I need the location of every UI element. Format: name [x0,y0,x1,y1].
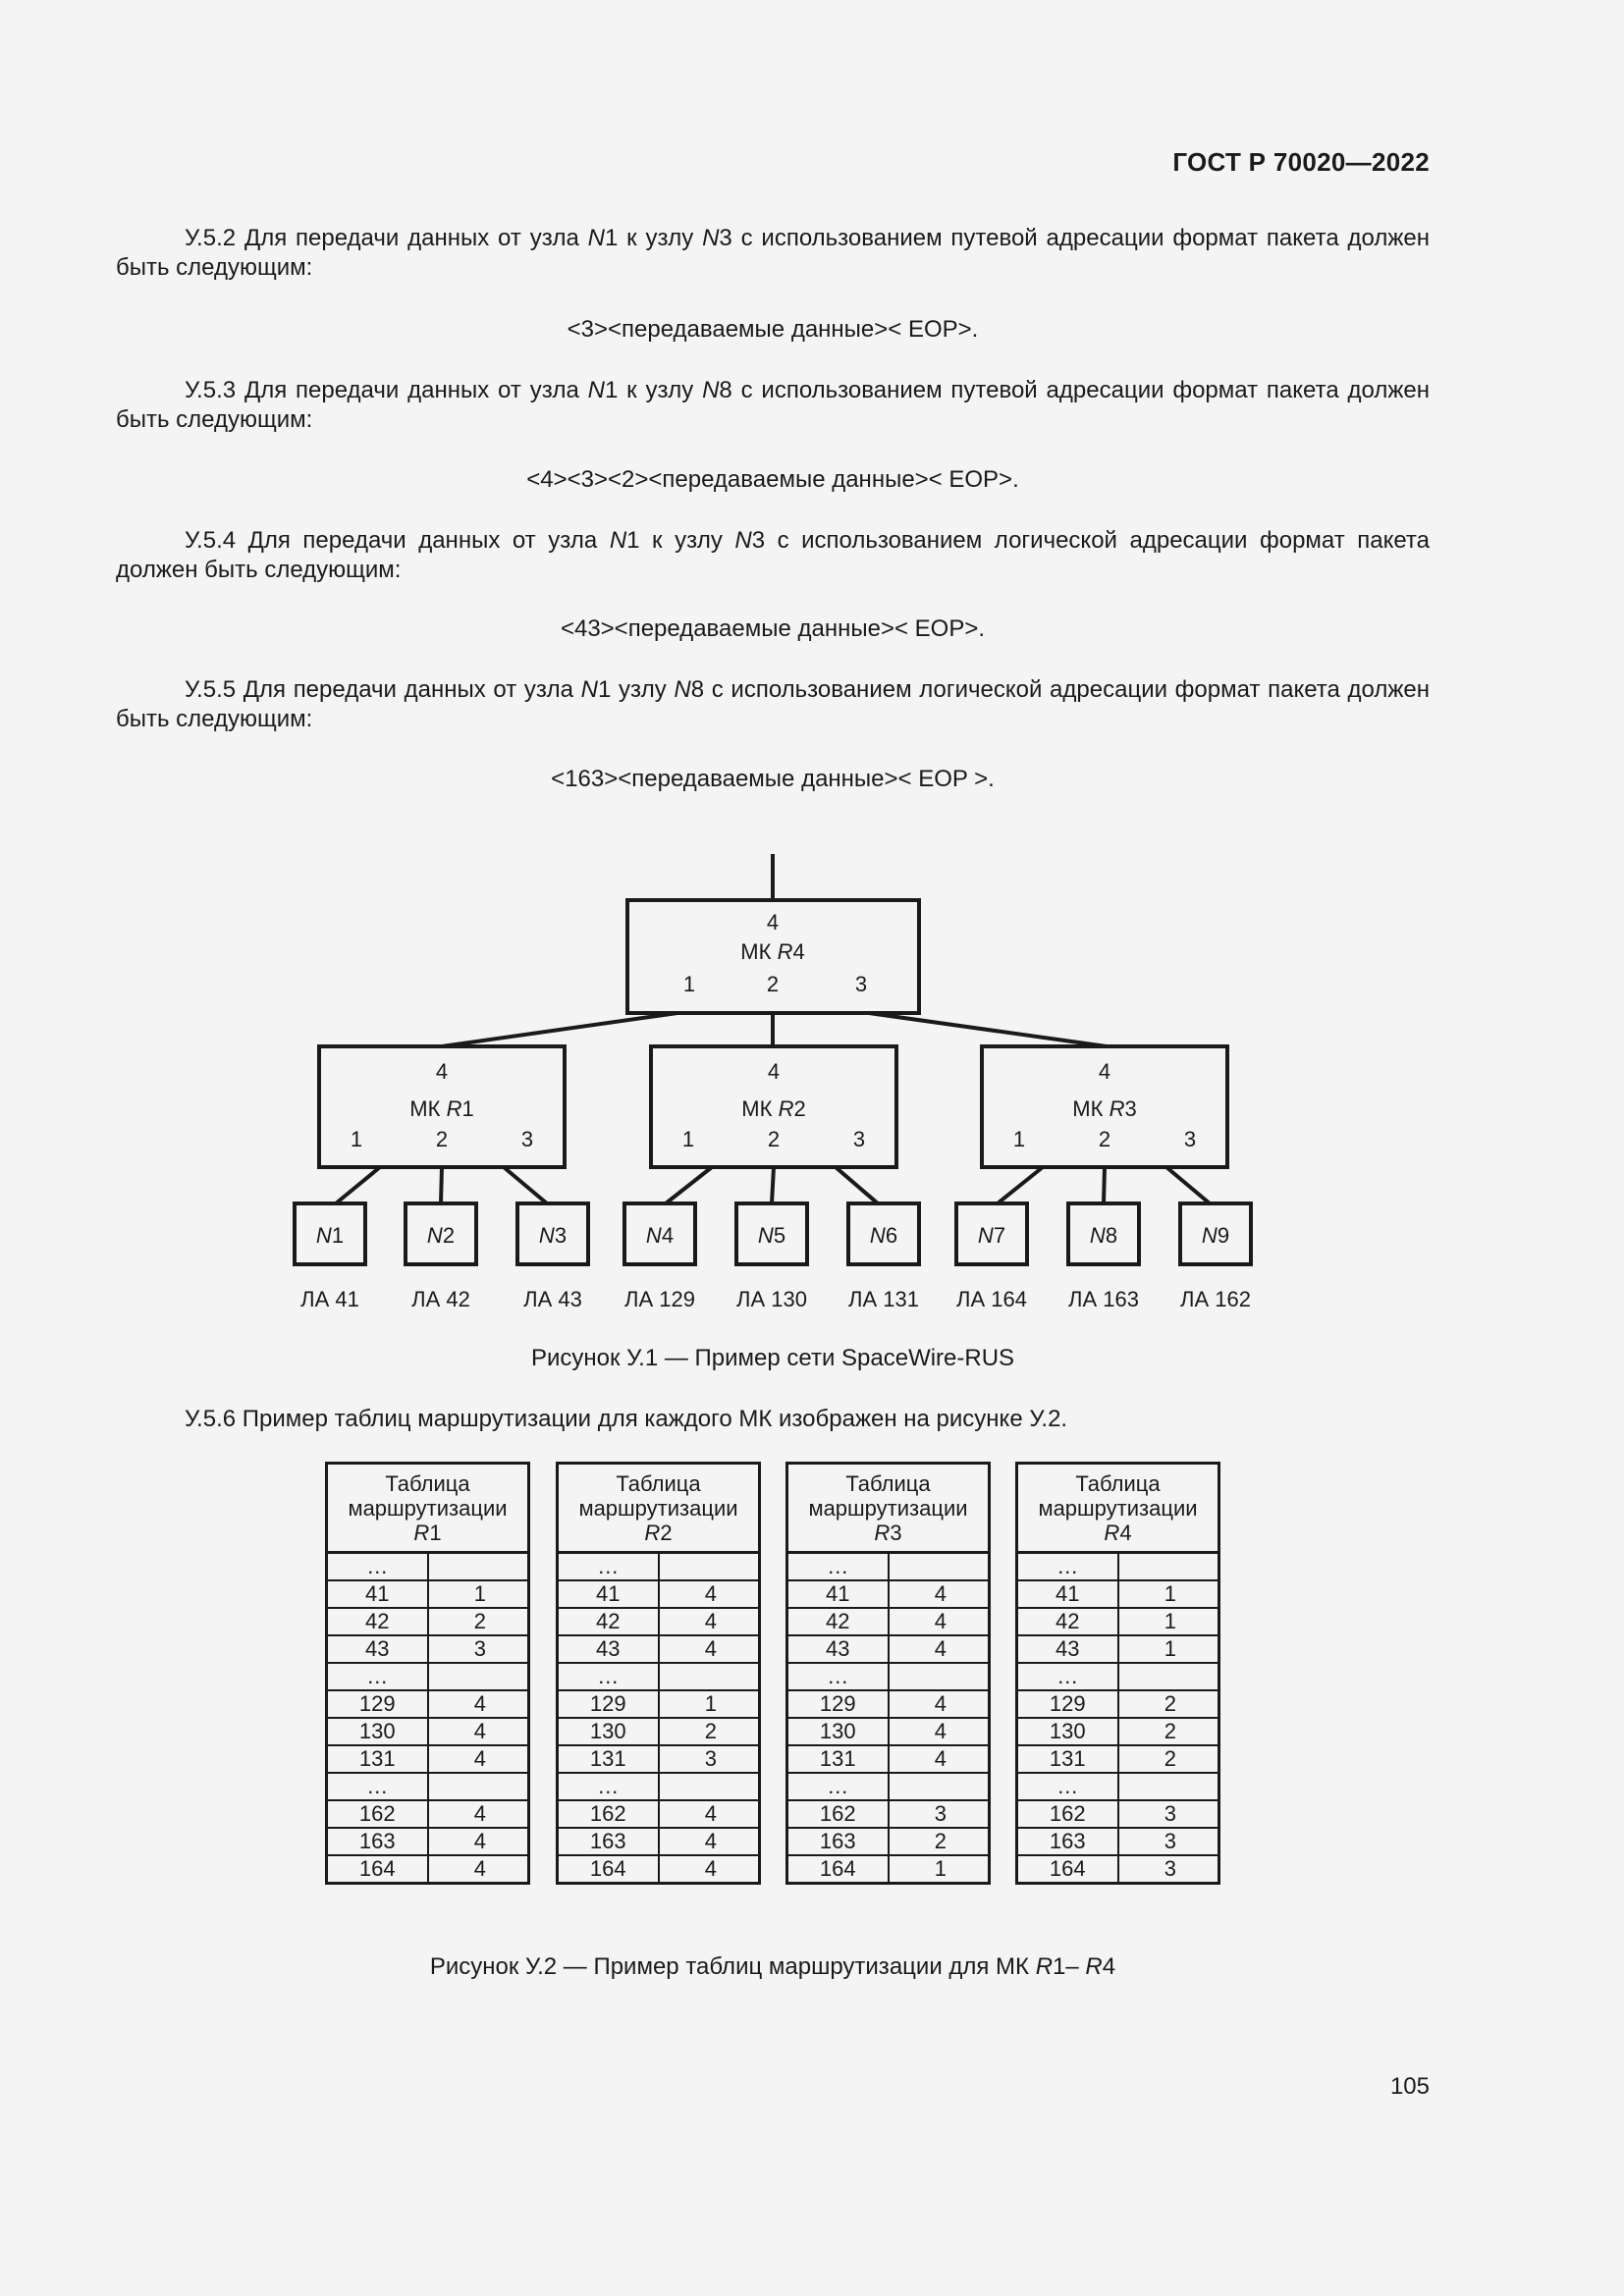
address-cell: … [1017,1553,1118,1581]
table-row [327,1745,529,1773]
port-cell: 1 [1118,1635,1219,1663]
port-label: 3 [1183,1127,1197,1151]
port-cell: 3 [1118,1800,1219,1828]
packet-format-formula: <4><3><2><передаваемые данные>< EOP>. [526,466,1019,493]
table-row [787,1663,990,1690]
address-cell: 41 [327,1580,428,1608]
table-row [787,1718,990,1745]
address-cell: … [1017,1663,1118,1690]
address-cell: 164 [558,1855,659,1884]
table-row [787,1855,990,1884]
document-header: ГОСТ Р 70020—2022 [1172,147,1430,177]
table-row [558,1635,760,1663]
link-line [441,1167,442,1203]
address-cell: 162 [1017,1800,1118,1828]
table-row [1017,1745,1219,1773]
address-cell: … [787,1663,889,1690]
port-label: 4 [435,1059,449,1084]
router-label: МК R4 [740,939,805,964]
paragraph-number: У.5.2 [185,225,237,251]
port-cell: 1 [1118,1580,1219,1608]
table-row [558,1828,760,1855]
figure1-caption: Рисунок У.1 — Пример сети SpaceWire-RUS [530,1345,1015,1371]
address-cell: … [327,1553,428,1581]
node-label: N5 [757,1223,786,1248]
port-cell: 4 [428,1690,529,1718]
port-label: 1 [681,1127,695,1151]
port-cell: 4 [659,1608,760,1635]
table-row [327,1855,529,1884]
table-row [327,1718,529,1745]
address-cell: 42 [1017,1608,1118,1635]
port-cell: 1 [659,1690,760,1718]
address-cell: 130 [558,1718,659,1745]
node-label: N9 [1201,1223,1230,1248]
logical-address-label: ЛА 162 [1180,1287,1251,1311]
port-cell: 3 [1118,1855,1219,1884]
table-row [327,1553,529,1581]
address-cell: 42 [327,1608,428,1635]
table-row [327,1580,529,1608]
port-label: 2 [767,1127,781,1151]
logical-address-label: ЛА 129 [624,1287,695,1311]
port-label: 1 [682,972,696,996]
address-cell: 43 [787,1635,889,1663]
address-cell: … [558,1773,659,1800]
address-cell: 164 [1017,1855,1118,1884]
link-line [504,1167,547,1203]
table-row [787,1773,990,1800]
table-row [327,1828,529,1855]
port-cell: 4 [659,1855,760,1884]
address-cell: 130 [327,1718,428,1745]
address-cell: … [1017,1773,1118,1800]
address-cell: 162 [787,1800,889,1828]
address-cell: … [327,1773,428,1800]
address-cell: 129 [327,1690,428,1718]
node-label: N4 [645,1223,675,1248]
port-label: 4 [766,910,780,934]
port-cell: 4 [889,1718,990,1745]
table-row [558,1690,760,1718]
table-row [558,1663,760,1690]
port-cell: 2 [1118,1718,1219,1745]
link-line [666,1167,712,1203]
port-cell: 4 [659,1580,760,1608]
address-cell: 41 [1017,1580,1118,1608]
address-cell: 162 [558,1800,659,1828]
link-line [869,1013,1107,1046]
address-cell: 41 [558,1580,659,1608]
table-row [327,1773,529,1800]
port-cell [659,1773,760,1800]
router-label: МК R3 [1072,1096,1137,1121]
table-row [1017,1800,1219,1828]
table-title: Таблица маршрутизации R2 [558,1464,760,1553]
address-cell: 163 [787,1828,889,1855]
packet-format-formula: <3><передаваемые данные>< EOP>. [567,316,979,343]
page-number: 105 [1389,2073,1430,2100]
port-cell: 3 [659,1745,760,1773]
address-cell: 131 [327,1745,428,1773]
address-cell: 131 [558,1745,659,1773]
table-row [558,1580,760,1608]
port-label: 1 [1012,1127,1026,1151]
figure2-caption: Рисунок У.2 — Пример таблиц маршрутизации для МК R1– R4 [429,1953,1116,1980]
table-title: Таблица маршрутизации R1 [327,1464,529,1553]
table-row [1017,1773,1219,1800]
link-line [442,1013,677,1046]
port-label: 4 [767,1059,781,1084]
port-cell: 4 [428,1718,529,1745]
paragraph-text: Для передачи данных от узла N1 узлу N8 с использованием логической адресации формат пакета должен быть следующим: [116,676,1430,732]
address-cell: … [327,1663,428,1690]
link-line [336,1167,380,1203]
port-label: 3 [520,1127,534,1151]
node-label: N2 [426,1223,456,1248]
port-cell [889,1553,990,1581]
port-cell: 4 [889,1635,990,1663]
paragraph-number: У.5.4 [185,527,237,554]
port-cell: 2 [659,1718,760,1745]
table-row [787,1635,990,1663]
port-cell [659,1553,760,1581]
table-row [787,1580,990,1608]
paragraph-number: У.5.5 [185,676,237,703]
port-cell: 4 [889,1608,990,1635]
table-row [787,1608,990,1635]
port-cell: 4 [889,1745,990,1773]
link-line [1166,1167,1210,1203]
address-cell: 41 [787,1580,889,1608]
table-row [1017,1608,1219,1635]
table-row [558,1773,760,1800]
paragraph-number: У.5.3 [185,377,237,403]
table-row [558,1855,760,1884]
table-row [558,1608,760,1635]
port-cell: 1 [428,1580,529,1608]
table-row [327,1690,529,1718]
table-row [327,1800,529,1828]
routing-table-r4 [1015,1462,1220,1885]
port-cell: 1 [1118,1608,1219,1635]
paragraph-text: Для передачи данных от узла N1 к узлу N8 с использованием путевой адресации формат пакета должен быть следующим: [116,377,1430,433]
port-cell [889,1773,990,1800]
port-cell [428,1663,529,1690]
address-cell: 43 [558,1635,659,1663]
logical-address-label: ЛА 43 [523,1287,582,1311]
port-cell [1118,1553,1219,1581]
logical-address-label: ЛА 42 [411,1287,470,1311]
address-cell: 164 [787,1855,889,1884]
logical-address-label: ЛА 164 [956,1287,1027,1311]
packet-format-formula: <43><передаваемые данные>< EOP>. [560,615,986,642]
address-cell: 43 [327,1635,428,1663]
port-cell: 3 [1118,1828,1219,1855]
table-row [1017,1855,1219,1884]
port-cell: 4 [428,1800,529,1828]
table-row [787,1553,990,1581]
table-title: Таблица маршрутизации R4 [1017,1464,1219,1553]
logical-address-label: ЛА 163 [1068,1287,1139,1311]
address-cell: 129 [787,1690,889,1718]
port-cell: 2 [1118,1690,1219,1718]
port-cell: 4 [889,1580,990,1608]
port-cell: 4 [428,1745,529,1773]
port-label: 2 [1098,1127,1111,1151]
port-cell: 4 [659,1635,760,1663]
port-label: 2 [435,1127,449,1151]
port-label: 2 [766,972,780,996]
table-row [558,1745,760,1773]
router-label: МК R2 [741,1096,806,1121]
table-row [1017,1580,1219,1608]
address-cell: 130 [1017,1718,1118,1745]
address-cell: … [558,1553,659,1581]
port-cell: 3 [889,1800,990,1828]
table-row [1017,1718,1219,1745]
link-line [772,1167,774,1203]
table-row [1017,1690,1219,1718]
paragraph-text: Для передачи данных от узла N1 к узлу N3 с использованием логической адресации формат пакета должен быть следующим: [116,527,1430,583]
node-label: N3 [538,1223,568,1248]
address-cell: 42 [787,1608,889,1635]
address-cell: 131 [787,1745,889,1773]
node-label: N8 [1089,1223,1118,1248]
logical-address-label: ЛА 41 [300,1287,359,1311]
port-cell: 2 [428,1608,529,1635]
packet-format-formula: <163><передаваемые данные>< EOP >. [551,766,995,792]
table-row [327,1608,529,1635]
logical-address-label: ЛА 130 [736,1287,807,1311]
table-row [787,1745,990,1773]
link-line [1104,1167,1105,1203]
table-row [558,1718,760,1745]
table-row [1017,1553,1219,1581]
port-cell [1118,1773,1219,1800]
port-label: 1 [350,1127,363,1151]
address-cell: 164 [327,1855,428,1884]
address-cell: … [787,1773,889,1800]
table-row [327,1635,529,1663]
port-cell [889,1663,990,1690]
routing-table-r2 [556,1462,761,1885]
routing-table-r1 [325,1462,530,1885]
table-row [787,1800,990,1828]
node-label: N7 [977,1223,1006,1248]
port-cell: 4 [659,1828,760,1855]
table-row [558,1553,760,1581]
port-label: 3 [854,972,868,996]
address-cell: 129 [1017,1690,1118,1718]
port-cell [659,1663,760,1690]
address-cell: 129 [558,1690,659,1718]
address-cell: … [787,1553,889,1581]
port-cell: 4 [428,1855,529,1884]
port-cell: 2 [1118,1745,1219,1773]
port-label: 3 [852,1127,866,1151]
table-row [1017,1828,1219,1855]
port-cell: 4 [659,1800,760,1828]
paragraph-u56: У.5.6 Пример таблиц маршрутизации для каждого МК изображен на рисунке У.2. [185,1406,1068,1432]
address-cell: 42 [558,1608,659,1635]
table-row [558,1800,760,1828]
logical-address-label: ЛА 131 [848,1287,919,1311]
port-cell: 4 [889,1690,990,1718]
table-row [787,1690,990,1718]
link-line [836,1167,878,1203]
node-label: N6 [869,1223,898,1248]
router-label: МК R1 [409,1096,474,1121]
node-label: N1 [315,1223,345,1248]
table-row [787,1828,990,1855]
port-cell: 4 [428,1828,529,1855]
link-line [998,1167,1043,1203]
port-cell [1118,1663,1219,1690]
table-title: Таблица маршрутизации R3 [787,1464,990,1553]
address-cell: … [558,1663,659,1690]
paragraph-text: Для передачи данных от узла N1 к узлу N3 с использованием путевой адресации формат пакета должен быть следующим: [116,225,1430,281]
port-cell: 1 [889,1855,990,1884]
port-cell: 3 [428,1635,529,1663]
table-row [1017,1663,1219,1690]
port-cell: 2 [889,1828,990,1855]
address-cell: 131 [1017,1745,1118,1773]
port-cell [428,1553,529,1581]
address-cell: 163 [558,1828,659,1855]
address-cell: 163 [327,1828,428,1855]
address-cell: 162 [327,1800,428,1828]
port-label: 4 [1098,1059,1111,1084]
address-cell: 163 [1017,1828,1118,1855]
table-row [1017,1635,1219,1663]
table-row [327,1663,529,1690]
address-cell: 43 [1017,1635,1118,1663]
port-cell [428,1773,529,1800]
address-cell: 130 [787,1718,889,1745]
routing-table-r3 [785,1462,991,1885]
